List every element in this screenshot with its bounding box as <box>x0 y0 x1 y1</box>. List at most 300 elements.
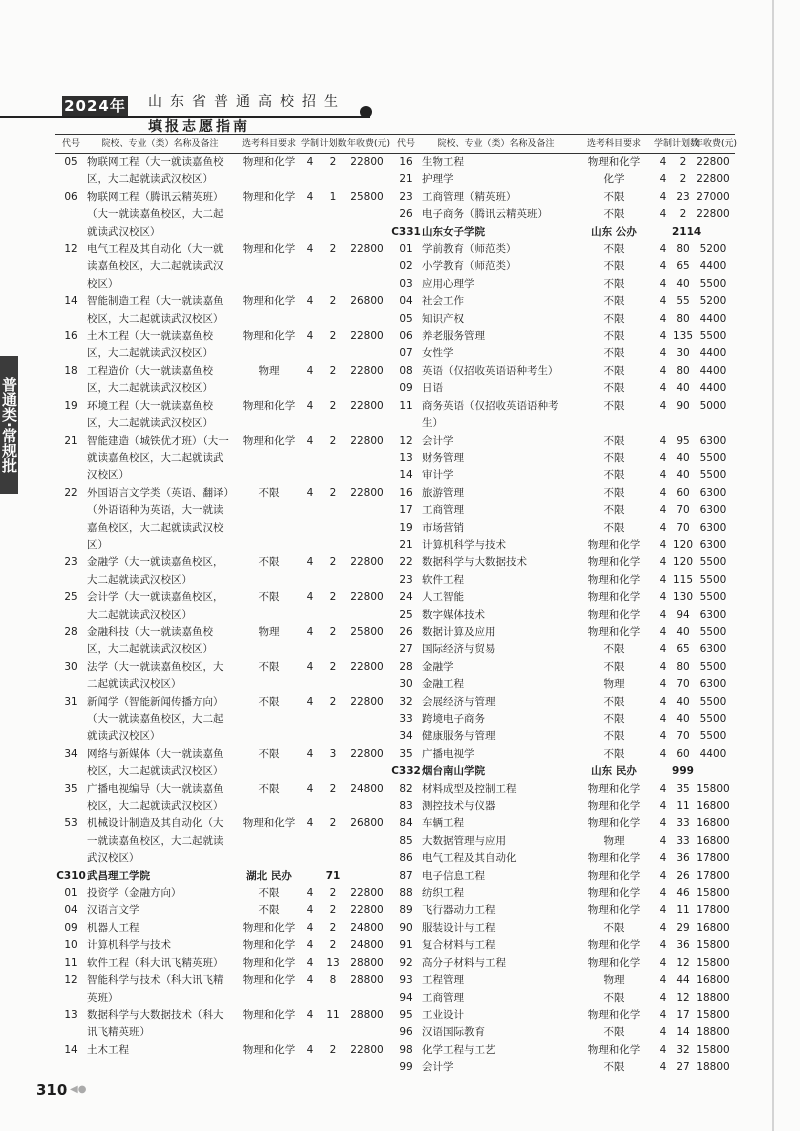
cell-fee: 22800 <box>696 156 730 168</box>
cell-fee: 22800 <box>350 887 384 900</box>
table-row <box>390 520 735 537</box>
table-row <box>390 398 735 433</box>
cell-years: 4 <box>659 434 667 447</box>
cell-plan: 2 <box>329 364 337 377</box>
cell-code: 93 <box>399 974 413 987</box>
table-row <box>390 798 735 815</box>
cell-code: 16 <box>399 486 413 499</box>
cell-fee: 24800 <box>350 939 384 952</box>
cell-subject: 不限 <box>603 208 625 221</box>
cell-plan: 2 <box>329 399 337 412</box>
table-row <box>390 641 735 658</box>
table-row <box>390 1059 735 1076</box>
cell-subject: 物理和化学 <box>587 608 641 621</box>
cell-years: 4 <box>659 800 667 813</box>
cell-code: 06 <box>399 330 413 343</box>
table-row <box>55 154 390 189</box>
cell-fee: 28800 <box>350 956 384 969</box>
cell-subject: 物理 <box>603 834 625 847</box>
cell-name: 计算机科学与技术 <box>87 939 171 952</box>
cell-code: 35 <box>399 747 413 760</box>
cell-name: 广播电视编导（大一就读嘉鱼校区，大二起就读武汉校区） <box>87 782 224 813</box>
cell-fee: 18800 <box>696 1061 730 1074</box>
cell-subject: 物理和化学 <box>587 817 641 830</box>
cell-code: 24 <box>399 591 413 604</box>
cell-code: 09 <box>399 382 413 395</box>
cell-code: 01 <box>399 243 413 256</box>
cell-plan: 40 <box>676 382 690 395</box>
cell-code: 22 <box>64 486 78 499</box>
table-row <box>390 380 735 397</box>
cell-fee: 22800 <box>350 486 384 499</box>
cell-plan: 70 <box>676 678 690 691</box>
cell-years: 4 <box>306 399 314 412</box>
cell-fee <box>347 868 387 885</box>
header-subtitle: 填报志愿指南 <box>148 119 250 135</box>
cell-years: 4 <box>306 695 314 708</box>
table-row <box>55 554 390 589</box>
cell-plan: 11 <box>326 1008 340 1021</box>
cell-plan: 12 <box>676 991 690 1004</box>
table-row <box>390 328 735 345</box>
table-row <box>390 1007 735 1024</box>
cell-subject: 不限 <box>603 695 625 708</box>
table-row <box>55 433 390 485</box>
cell-years: 4 <box>659 347 667 360</box>
cell-years: 4 <box>659 538 667 551</box>
cell-years <box>301 868 319 885</box>
cell-years: 4 <box>306 330 314 343</box>
header-fee: 年收费(元) <box>347 139 391 149</box>
cell-code: 34 <box>64 747 78 760</box>
cell-years <box>654 763 672 780</box>
cell-subject: 不限 <box>603 469 625 482</box>
cell-plan: 2 <box>329 591 337 604</box>
cell-plan: 33 <box>676 834 690 847</box>
cell-name: 投资学（金融方向） <box>87 887 182 900</box>
cell-name: 智能建造（城铁优才班）（大一就读嘉鱼校区，大二起就读武汉校区） <box>87 434 229 482</box>
cell-plan: 2 <box>679 173 687 186</box>
table-row <box>55 781 390 816</box>
cell-name: 工程造价（大一就读嘉鱼校区，大二起就读武汉校区） <box>87 364 213 395</box>
cell-name: 机械设计制造及其自动化（大一就读嘉鱼校区，大二起就读武汉校区） <box>87 817 224 865</box>
table-row <box>390 694 735 711</box>
cell-plan: 120 <box>672 538 694 551</box>
table-row <box>390 485 735 502</box>
cell-subject: 不限 <box>258 782 280 795</box>
cell-subject: 物理和化学 <box>242 434 296 447</box>
cell-subject: 物理和化学 <box>242 974 296 987</box>
cell-code: 19 <box>64 399 78 412</box>
cell-plan: 36 <box>676 852 690 865</box>
cell-code: 98 <box>399 1043 413 1056</box>
cell-name: 高分子材料与工程 <box>422 956 506 969</box>
cell-code: 12 <box>64 243 78 256</box>
cell-years: 4 <box>659 730 667 743</box>
table-row <box>55 1042 390 1059</box>
header-name: 院校、专业（类）名称及备注 <box>101 139 219 149</box>
cell-code: 31 <box>64 695 78 708</box>
cell-years: 4 <box>659 974 667 987</box>
year-badge: 2024年 <box>62 96 128 116</box>
cell-fee: 17800 <box>696 869 730 882</box>
cell-plan: 94 <box>676 608 690 621</box>
cell-years: 4 <box>659 591 667 604</box>
cell-plan: 80 <box>676 312 690 325</box>
cell-name: 软件工程（科大讯飞精英班） <box>87 956 224 969</box>
cell-plan: 17 <box>676 1008 690 1021</box>
cell-subject: 物理和化学 <box>242 399 296 412</box>
cell-fee: 15800 <box>696 887 730 900</box>
cell-fee: 6300 <box>699 538 727 551</box>
cell-years: 4 <box>306 156 314 168</box>
table-row <box>390 276 735 293</box>
cell-fee: 22800 <box>350 556 384 569</box>
table-row <box>55 328 390 363</box>
cell-plan: 3 <box>329 747 337 760</box>
cell-name: 汉语言文学 <box>87 904 140 917</box>
cell-subject: 不限 <box>603 660 625 673</box>
cell-code: 02 <box>399 260 413 273</box>
cell-subject: 物理和化学 <box>242 1043 296 1056</box>
cell-plan: 2114 <box>672 225 702 238</box>
table-row <box>390 1042 735 1059</box>
cell-name: 金融学（大一就读嘉鱼校区，大二起就读武汉校区） <box>87 556 224 586</box>
cell-years: 4 <box>659 939 667 952</box>
cell-code: 06 <box>64 190 78 203</box>
cell-fee: 16800 <box>696 800 730 813</box>
cell-plan: 12 <box>676 956 690 969</box>
cell-plan: 40 <box>676 451 690 464</box>
cell-plan: 14 <box>676 1026 690 1039</box>
cell-name: 生物工程 <box>422 156 464 168</box>
table-row <box>390 607 735 624</box>
cell-subject: 物理和化学 <box>587 625 641 638</box>
cell-years: 4 <box>659 956 667 969</box>
cell-subject: 不限 <box>603 451 625 464</box>
table-row <box>55 624 390 659</box>
cell-plan: 2 <box>329 295 337 308</box>
cell-plan: 13 <box>326 956 340 969</box>
table-row <box>55 589 390 624</box>
table-row <box>390 955 735 972</box>
cell-fee: 4400 <box>699 747 727 760</box>
cell-fee: 22800 <box>350 364 384 377</box>
school-row <box>55 868 390 885</box>
cell-fee: 6300 <box>699 521 727 534</box>
cell-name: 养老服务管理 <box>422 330 485 343</box>
cell-code: 07 <box>399 347 413 360</box>
table-row <box>390 311 735 328</box>
cell-code: 12 <box>64 974 78 987</box>
cell-plan: 2 <box>329 556 337 569</box>
table-row <box>390 502 735 519</box>
cell-years: 4 <box>306 939 314 952</box>
cell-plan: 40 <box>676 277 690 290</box>
cell-fee <box>694 224 732 241</box>
cell-fee: 22800 <box>350 434 384 447</box>
cell-years: 4 <box>659 887 667 900</box>
cell-code: 08 <box>399 364 413 377</box>
cell-code: 01 <box>64 887 78 900</box>
cell-plan: 2 <box>329 660 337 673</box>
table-row <box>390 293 735 310</box>
cell-subject: 不限 <box>258 904 280 917</box>
cell-name: 智能制造工程（大一就读嘉鱼校区，大二起就读武汉校区） <box>87 295 224 325</box>
cell-fee: 16800 <box>696 834 730 847</box>
cell-name: 学前教育（师范类） <box>422 243 517 256</box>
table-row <box>55 189 390 241</box>
cell-code: 12 <box>399 434 413 447</box>
header-code: 代号 <box>396 139 415 149</box>
cell-years: 4 <box>306 190 314 203</box>
cell-subject: 不限 <box>258 486 280 499</box>
header-years: 学制 <box>654 139 673 149</box>
cell-years: 4 <box>659 747 667 760</box>
cell-years: 4 <box>306 1008 314 1021</box>
cell-fee: 6300 <box>699 434 727 447</box>
cell-name: 纺织工程 <box>422 887 464 900</box>
table-row <box>55 955 390 972</box>
cell-fee: 5500 <box>699 591 727 604</box>
table-row <box>390 363 735 380</box>
cell-subject: 不限 <box>603 1026 625 1039</box>
cell-subject: 不限 <box>603 277 625 290</box>
cell-plan: 2 <box>329 486 337 499</box>
cell-plan: 999 <box>672 765 694 778</box>
cell-plan: 55 <box>676 295 690 308</box>
cell-code: 21 <box>64 434 78 447</box>
cell-fee: 26800 <box>350 817 384 830</box>
table-row <box>390 990 735 1007</box>
cell-subject: 不限 <box>603 991 625 1004</box>
cell-plan: 2 <box>329 434 337 447</box>
cell-years: 4 <box>659 521 667 534</box>
cell-code: 32 <box>399 695 413 708</box>
cell-name: 电子信息工程 <box>422 869 485 882</box>
cell-code: 53 <box>64 817 78 830</box>
cell-code: 27 <box>399 643 413 656</box>
cell-fee: 6300 <box>699 678 727 691</box>
cell-years: 4 <box>306 243 314 256</box>
cell-plan: 8 <box>329 974 337 987</box>
table-row <box>390 972 735 989</box>
cell-subject: 物理和化学 <box>242 330 296 343</box>
cell-plan: 11 <box>676 800 690 813</box>
cell-years: 4 <box>306 625 314 638</box>
page-number-ornament: ◀● <box>70 1084 87 1095</box>
cell-code: 23 <box>64 556 78 569</box>
cell-plan: 40 <box>676 469 690 482</box>
cell-fee: 28800 <box>350 1008 384 1021</box>
cell-fee: 22800 <box>350 904 384 917</box>
cell-code: 17 <box>399 504 413 517</box>
cell-subject: 不限 <box>603 190 625 203</box>
cell-subject: 物理 <box>258 625 280 638</box>
cell-fee: 5500 <box>699 277 727 290</box>
cell-years: 4 <box>659 817 667 830</box>
cell-plan: 27 <box>676 1061 690 1074</box>
cell-plan: 2 <box>679 156 687 168</box>
cell-years: 4 <box>659 782 667 795</box>
cell-name: 会计学 <box>422 434 454 447</box>
cell-code: 96 <box>399 1026 413 1039</box>
cell-years: 4 <box>659 556 667 569</box>
cell-name: 知识产权 <box>422 312 464 325</box>
cell-fee: 5500 <box>699 713 727 725</box>
cell-subject: 物理和化学 <box>587 782 641 795</box>
cell-years: 4 <box>306 782 314 795</box>
table-row <box>55 485 390 555</box>
cell-years: 4 <box>659 695 667 708</box>
cell-code: 05 <box>64 156 78 168</box>
cell-subject: 物理和化学 <box>587 573 641 586</box>
cell-name: 物联网工程（腾讯云精英班）（大一就读嘉鱼校区，大二起就读武汉校区） <box>87 190 224 238</box>
cell-years: 4 <box>306 591 314 604</box>
table-row <box>390 711 735 728</box>
cell-fee: 5000 <box>699 399 727 412</box>
cell-fee: 17800 <box>696 904 730 917</box>
cell-name: 人工智能 <box>422 591 464 604</box>
cell-fee: 22800 <box>350 243 384 256</box>
cell-years: 4 <box>659 243 667 256</box>
cell-years: 4 <box>659 277 667 290</box>
table-row <box>390 589 735 606</box>
cell-code: 84 <box>399 817 413 830</box>
cell-fee: 5200 <box>699 295 727 308</box>
header-dot <box>360 106 372 118</box>
cell-plan: 70 <box>676 504 690 517</box>
cell-fee: 16800 <box>696 921 730 934</box>
cell-fee: 16800 <box>696 974 730 987</box>
cell-years: 4 <box>659 1026 667 1039</box>
cell-years: 4 <box>659 608 667 621</box>
cell-plan: 60 <box>676 486 690 499</box>
cell-name: 商务英语（仅招收英语语种考生） <box>422 399 559 430</box>
cell-subject: 物理和化学 <box>587 556 641 569</box>
cell-subject: 物理和化学 <box>587 1043 641 1056</box>
cell-plan: 2 <box>329 1043 337 1056</box>
cell-plan: 70 <box>676 730 690 743</box>
cell-subject: 物理和化学 <box>587 887 641 900</box>
cell-subject: 物理和化学 <box>242 295 296 308</box>
cell-fee: 15800 <box>696 1008 730 1021</box>
cell-name: 环境工程（大一就读嘉鱼校区，大二起就读武汉校区） <box>87 399 213 430</box>
cell-fee: 22800 <box>350 660 384 673</box>
cell-fee: 18800 <box>696 1026 730 1039</box>
cell-name: 工商管理（精英班） <box>422 190 517 203</box>
cell-fee: 5500 <box>699 660 727 673</box>
cell-subject: 物理和化学 <box>587 956 641 969</box>
cell-code: 10 <box>64 939 78 952</box>
cell-name: 汉语国际教育 <box>422 1026 485 1039</box>
cell-code: 28 <box>64 625 78 638</box>
table-row <box>390 572 735 589</box>
cell-fee: 28800 <box>350 974 384 987</box>
cell-fee: 16800 <box>696 817 730 830</box>
cell-plan: 2 <box>329 904 337 917</box>
table-row <box>390 1024 735 1041</box>
cell-name: 电气工程及其自动化 <box>422 852 517 865</box>
header-title: 山东省普通高校招生 <box>148 94 346 110</box>
cell-fee: 25800 <box>350 190 384 203</box>
table-row <box>390 728 735 745</box>
cell-name: 大数据管理与应用 <box>422 834 506 847</box>
cell-fee: 22800 <box>696 173 730 186</box>
table-row <box>55 293 390 328</box>
cell-code: 14 <box>64 1043 78 1056</box>
cell-years: 4 <box>659 469 667 482</box>
cell-fee: 24800 <box>350 782 384 795</box>
cell-name: 工业设计 <box>422 1008 464 1021</box>
header-plan: 计划数 <box>672 139 700 149</box>
cell-plan: 29 <box>676 921 690 934</box>
cell-name: 材料成型及控制工程 <box>422 782 517 795</box>
cell-subject: 不限 <box>603 243 625 256</box>
cell-fee: 6300 <box>699 643 727 656</box>
header-years: 学制 <box>301 139 320 149</box>
cell-years: 4 <box>659 330 667 343</box>
cell-fee: 4400 <box>699 347 727 360</box>
cell-code: 04 <box>64 904 78 917</box>
cell-years: 4 <box>659 625 667 638</box>
cell-fee: 22800 <box>350 747 384 760</box>
cell-years <box>654 224 672 241</box>
cell-plan: 2 <box>329 921 337 934</box>
cell-years: 4 <box>659 382 667 395</box>
cell-name: 网络与新媒体（大一就读嘉鱼校区，大二起就读武汉校区） <box>87 747 224 778</box>
cell-name: 数字媒体技术 <box>422 608 485 621</box>
cell-name: 旅游管理 <box>422 486 464 499</box>
cell-name: 计算机科学与技术 <box>422 538 506 551</box>
cell-fee: 5500 <box>699 695 727 708</box>
cell-fee: 5200 <box>699 243 727 256</box>
cell-subject: 物理和化学 <box>242 939 296 952</box>
cell-years: 4 <box>659 1043 667 1056</box>
table-row <box>55 1007 390 1042</box>
cell-fee: 22800 <box>350 156 384 168</box>
cell-years: 4 <box>659 834 667 847</box>
cell-code: 26 <box>399 208 413 221</box>
cell-years: 4 <box>659 399 667 412</box>
cell-name: 护理学 <box>422 173 454 186</box>
cell-plan: 30 <box>676 347 690 360</box>
cell-plan: 26 <box>676 869 690 882</box>
cell-code: 23 <box>399 573 413 586</box>
cell-code: 92 <box>399 956 413 969</box>
cell-code: 13 <box>64 1008 78 1021</box>
header-fee: 年收费(元) <box>694 139 738 149</box>
cell-subject: 物理和化学 <box>587 852 641 865</box>
cell-name: 智能科学与技术（科大讯飞精英班） <box>87 974 224 1004</box>
cell-subject: 物理和化学 <box>242 956 296 969</box>
cell-name: 新闻学（智能新闻传播方向）（大一就读嘉鱼校区，大二起就读武汉校区） <box>87 695 224 743</box>
right-table-body <box>390 154 735 1077</box>
table-row <box>390 206 735 223</box>
cell-code: 86 <box>399 852 413 865</box>
cell-subject: 物理和化学 <box>242 243 296 256</box>
cell-fee: 4400 <box>699 382 727 395</box>
cell-code: 23 <box>399 190 413 203</box>
cell-fee: 4400 <box>699 260 727 273</box>
page-edge-line <box>772 0 774 1131</box>
cell-plan: 2 <box>329 887 337 900</box>
cell-subject: 不限 <box>603 434 625 447</box>
table-row <box>390 833 735 850</box>
table-row <box>390 433 735 450</box>
cell-name: 工商管理 <box>422 504 464 517</box>
cell-code: 30 <box>399 678 413 691</box>
